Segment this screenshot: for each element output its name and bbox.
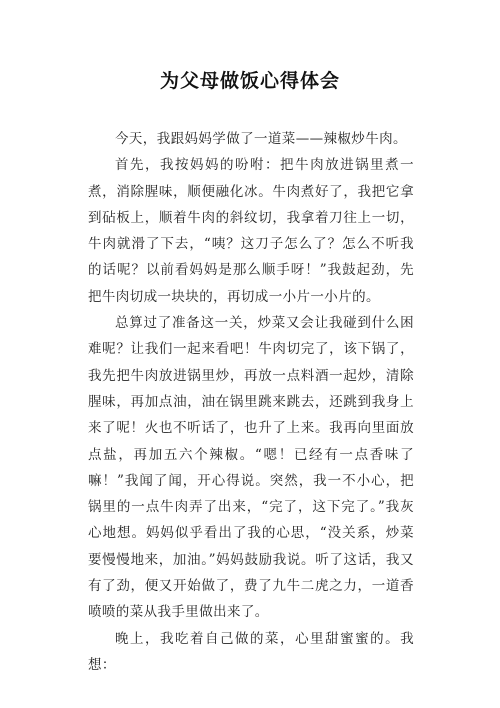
paragraph: 首先，我按妈妈的吩咐：把牛肉放进锅里煮一煮，消除腥味，顺便融化冰。牛肉煮好了，我把它拿到砧板上，顺着牛肉的斜纹切，我拿着刀往上一切，牛肉就滑了下去，“咦？这刀子怎么了？怎么不听我的话呢？以前看妈妈是那么顺手呀！”我鼓起劲，先把牛肉切成一块块的，再切成一小片一小片的。 — [88, 157, 414, 305]
paragraph: 晚上，我吃着自己做的菜，心里甜蜜蜜的。我想： — [88, 630, 414, 673]
document-title: 为父母做饭心得体会 — [159, 70, 340, 92]
document-body — [88, 126, 414, 678]
paragraph: 今天，我跟妈妈学做了一道菜——辣椒炒牛肉。 — [115, 131, 407, 147]
paragraph: 总算过了准备这一关，炒菜又会让我碰到什么困难呢？让我们一起来看吧！牛肉切完了，该下锅了，我先把牛肉放进锅里炒，再放一点料酒一起炒，清除腥味，再加点油，油在锅里跳来跳去，还跳到我身上来了呢！火也不听话了，也升了上来。我再向里面放点盐，再加五六个辣椒。“嗯！已经有一点香味了嘛！”我闻了闻，开心得说。突然，我一不小心，把锅里的一点牛肉弄了出来，“完了，这下完了。”我灰心地想。妈妈似乎看出了我的心思，“没关系，炒菜要慢慢地来，加油。”妈妈鼓励我说。听了这话，我又有了劲，便又开始做了，费了九牛二虎之力，一道香喷喷的菜从我手里做出来了。 — [88, 315, 414, 621]
